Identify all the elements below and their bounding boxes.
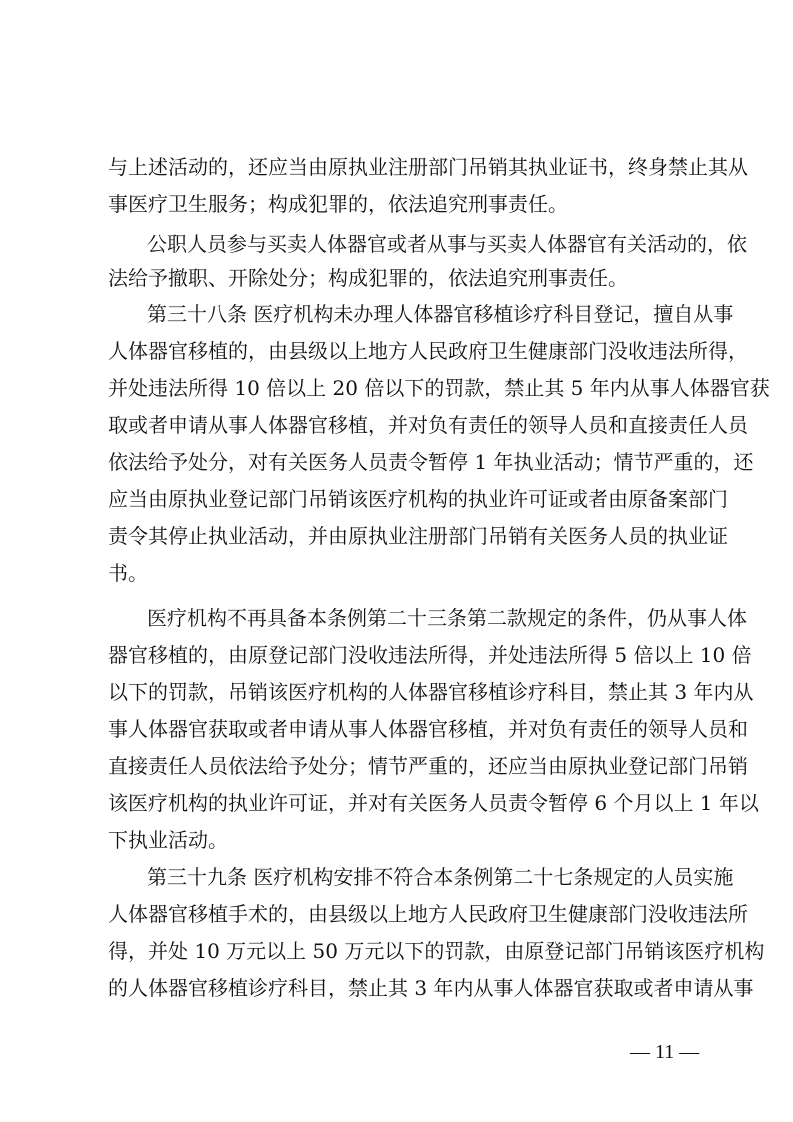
text-line: 该医疗机构的执业许可证，并对有关医务人员责令暂停 6 个月以上 1 年以 bbox=[108, 791, 759, 815]
text-line: 人体器官移植的，由县级以上地方人民政府卫生健康部门没收违法所得， bbox=[108, 339, 748, 363]
text-line: 责令其停止执业活动，并由原执业注册部门吊销有关医务人员的执业证 bbox=[108, 524, 728, 548]
text-line: 公职人员参与买卖人体器官或者从事与买卖人体器官有关活动的，依 bbox=[147, 232, 747, 256]
text-line: 人体器官移植手术的，由县级以上地方人民政府卫生健康部门没收违法所 bbox=[108, 902, 748, 926]
text-line: 书。 bbox=[108, 561, 148, 585]
text-line: 以下的罚款，吊销该医疗机构的人体器官移植诊疗科目，禁止其 3 年内从 bbox=[108, 680, 754, 704]
text-line: 事医疗卫生服务；构成犯罪的，依法追究刑事责任。 bbox=[108, 192, 568, 216]
text-line: 与上述活动的，还应当由原执业注册部门吊销其执业证书，终身禁止其从 bbox=[108, 155, 748, 179]
text-line: 法给予撤职、开除处分；构成犯罪的，依法追究刑事责任。 bbox=[108, 266, 628, 290]
text-line: 事人体器官获取或者申请从事人体器官移植，并对负有责任的领导人员和 bbox=[108, 717, 748, 741]
text-line: 取或者申请从事人体器官移植，并对负有责任的领导人员和直接责任人员 bbox=[108, 413, 748, 437]
text-line: 得，并处 10 万元以上 50 万元以下的罚款，由原登记部门吊销该医疗机构 bbox=[108, 939, 765, 963]
text-line: 的人体器官移植诊疗科目，禁止其 3 年内从事人体器官获取或者申请从事 bbox=[108, 976, 754, 1000]
page-number: — 11 — bbox=[630, 1041, 700, 1063]
text-line: 直接责任人员依法给予处分；情节严重的，还应当由原执业登记部门吊销 bbox=[108, 754, 748, 778]
text-line: 下执业活动。 bbox=[108, 828, 228, 852]
text-line: 依法给予处分，对有关医务人员责令暂停 1 年执业活动；情节严重的，还 bbox=[108, 450, 754, 474]
text-line: 并处违法所得 10 倍以上 20 倍以下的罚款，禁止其 5 年内从事人体器官获 bbox=[108, 376, 770, 400]
text-line: 医疗机构不再具备本条例第二十三条第二款规定的条件，仍从事人体 bbox=[147, 606, 747, 630]
text-line: 应当由原执业登记部门吊销该医疗机构的执业许可证或者由原备案部门 bbox=[108, 487, 728, 511]
text-line: 器官移植的，由原登记部门没收违法所得，并处违法所得 5 倍以上 10 倍 bbox=[108, 643, 752, 667]
text-line: 第三十八条 医疗机构未办理人体器官移植诊疗科目登记，擅自从事 bbox=[147, 302, 734, 326]
text-line: 第三十九条 医疗机构安排不符合本条例第二十七条规定的人员实施 bbox=[147, 865, 734, 889]
